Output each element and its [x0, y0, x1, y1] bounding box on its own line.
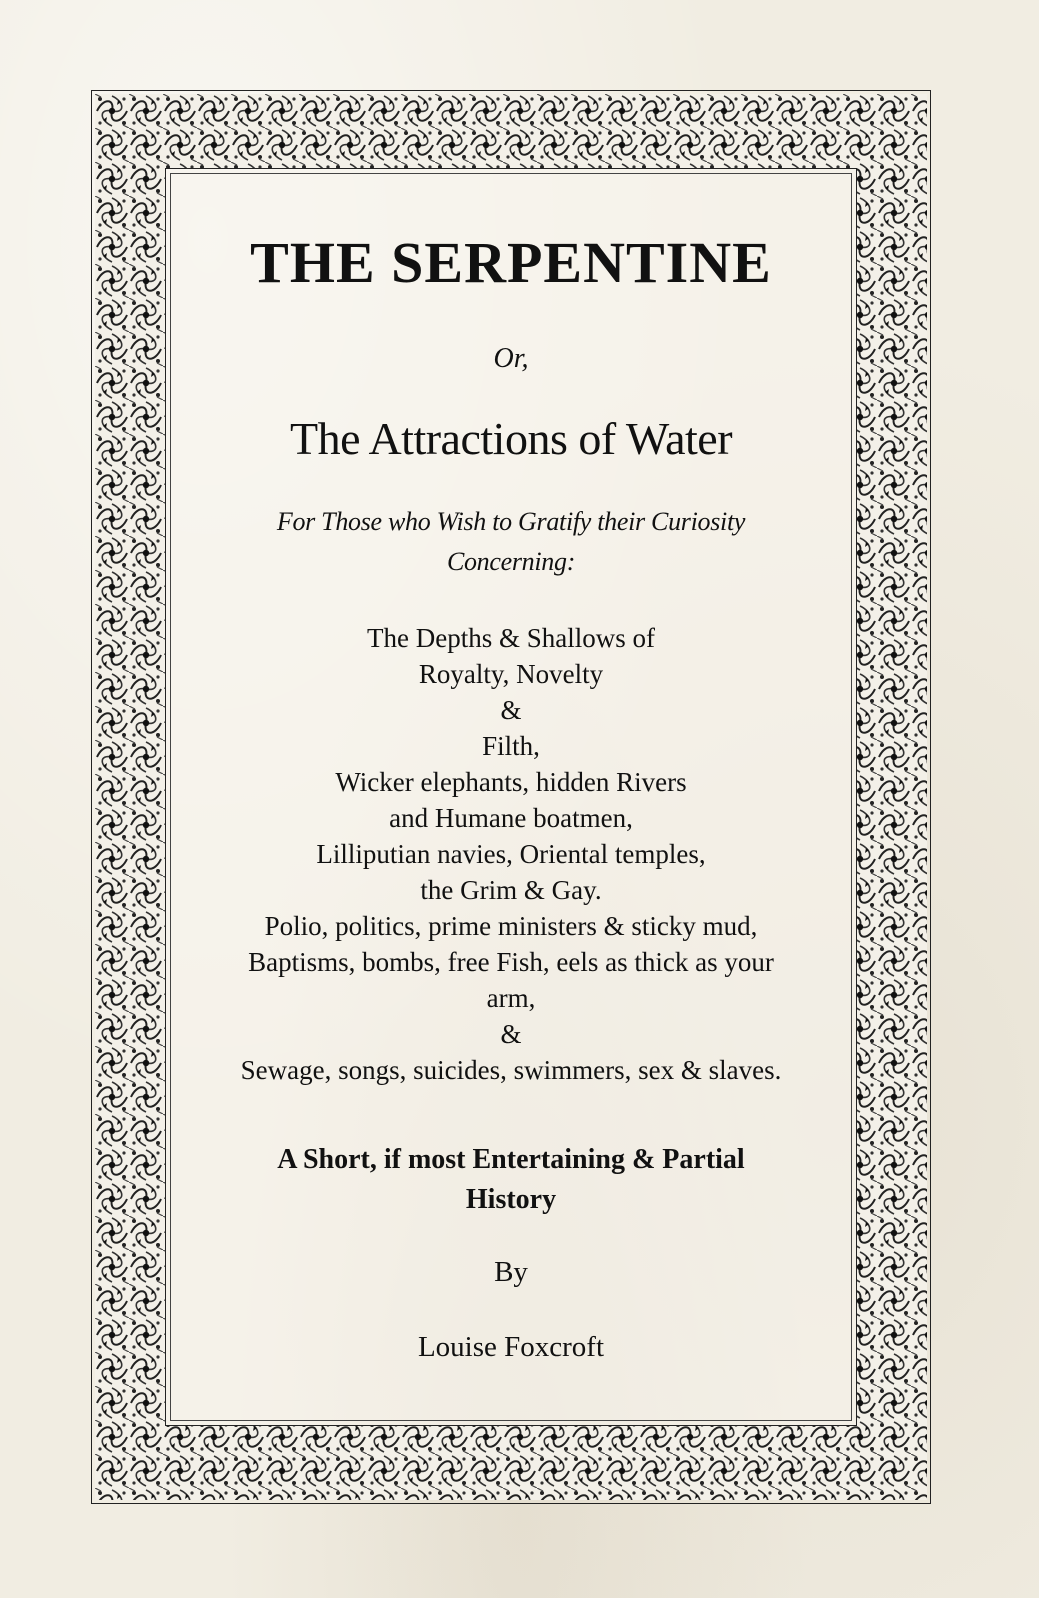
intro-line: Concerning:	[446, 546, 576, 576]
intro-text	[175, 502, 847, 582]
topic-line: Filth,	[482, 730, 540, 761]
topic-line: and Humane boatmen,	[389, 802, 633, 833]
history-line: A Short, if most Entertaining & Partial	[277, 1143, 745, 1175]
topic-line: &	[500, 694, 522, 725]
topic-line: Baptisms, bombs, free Fish, eels as thick as your	[248, 946, 774, 977]
topic-line: Lilliputian navies, Oriental temples,	[316, 838, 706, 869]
topics-list	[175, 620, 847, 1088]
alternate-title-conjunction: Or,	[493, 342, 529, 374]
intro-line: For Those who Wish to Gratify their Curiosity	[276, 506, 746, 536]
topic-line: The Depths & Shallows of	[367, 622, 655, 653]
topic-line: Polio, politics, prime ministers & sticky mud,	[264, 910, 758, 941]
topic-line: Royalty, Novelty	[418, 658, 604, 689]
history-line: History	[465, 1183, 557, 1215]
topic-line: the Grim & Gay.	[420, 874, 602, 905]
book-subtitle: The Attractions of Water	[289, 412, 733, 464]
author-name: Louise Foxcroft	[417, 1330, 605, 1363]
topic-line: Sewage, songs, suicides, swimmers, sex & slaves.	[240, 1054, 782, 1085]
topic-line: arm,	[486, 982, 536, 1013]
title-page	[175, 175, 847, 1364]
by-line: By	[494, 1255, 528, 1288]
topic-line: Wicker elephants, hidden Rivers	[335, 766, 687, 797]
book-title: THE SERPENTINE	[250, 230, 772, 295]
history-description	[175, 1140, 847, 1220]
topic-line: &	[500, 1018, 522, 1049]
